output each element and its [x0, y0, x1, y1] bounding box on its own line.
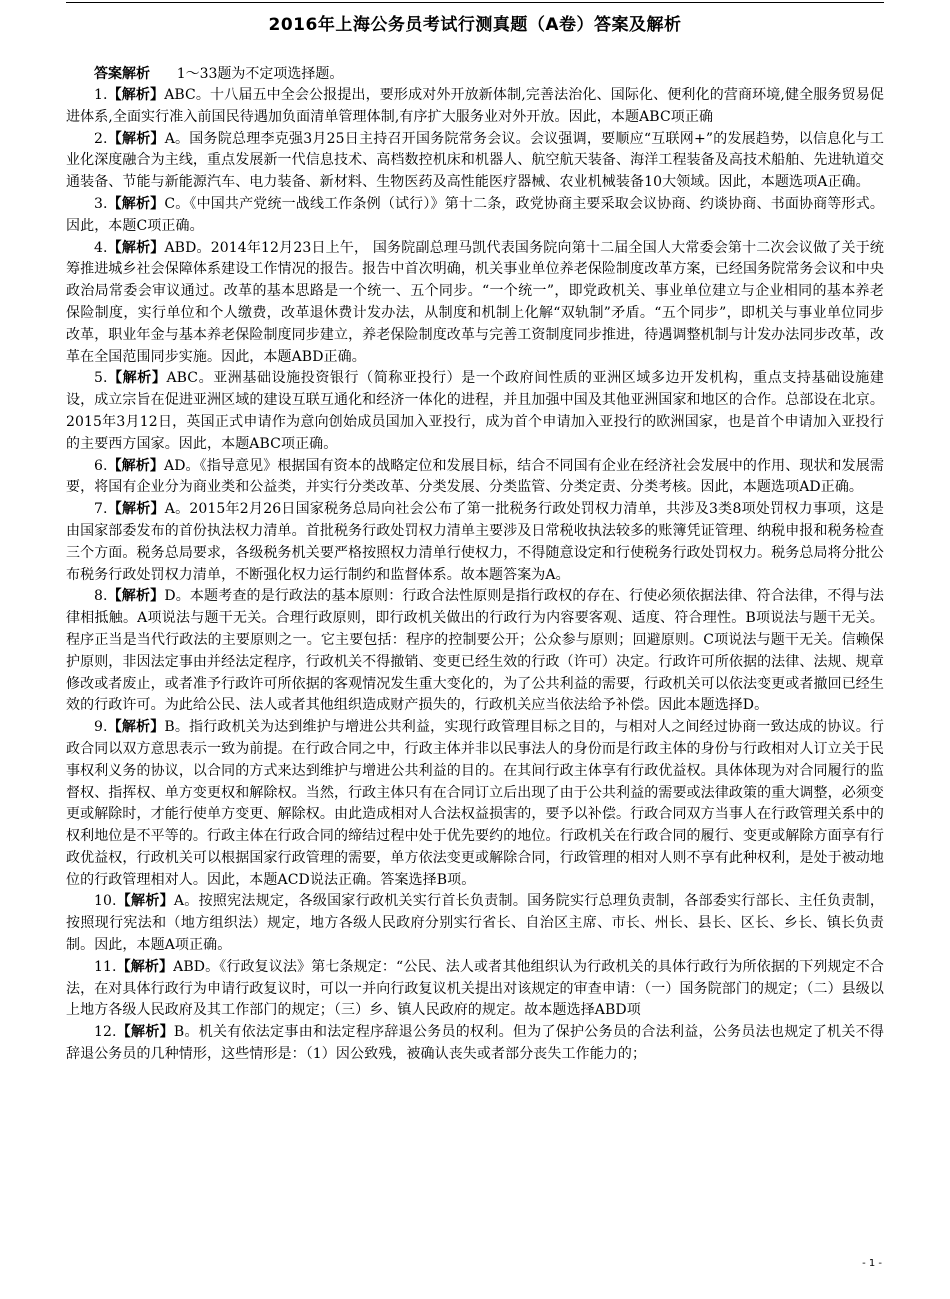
- answer-item: [66, 586, 884, 717]
- answer-item: [66, 499, 884, 586]
- answer-item: [66, 1022, 884, 1066]
- answer-item: [66, 194, 884, 238]
- answer-item: [66, 456, 884, 500]
- intro-label: 答案解析: [94, 66, 150, 82]
- answer-item: [66, 957, 884, 1022]
- analysis-label: 【解析】: [107, 130, 165, 147]
- analysis-label: 【解析】: [107, 457, 165, 474]
- answer-number: 5.: [94, 370, 108, 387]
- answer-text: ABC。亚洲基础设施投资银行（简称亚投行）是一个政府间性质的亚洲区域多边开发机构，重点支持基础设施建设，成立宗旨在促进亚洲区域的建设互联互通化和经济一体化的进程，并且加强中国及其他亚洲国家和地区的合作。总部设在北京。2015年3月12日，英国正式申请作为意向创始成员国加入亚投行，成为首个申请加入亚投行的欧洲国家，也是首个申请加入亚投行的主要西方国家。因此，本题ABC项正确。: [66, 370, 884, 452]
- answer-text: A。2015年2月26日国家税务总局向社会公布了第一批税务行政处罚权力清单，共涉及3类8项处罚权力事项，这是由国家部委发布的首份执法权力清单。首批税务行政处罚权力清单主要涉及日常税收执法较多的账簿凭证管理、纳税申报和税务检查三个方面。税务总局要求，各级税务机关要严格按照权力清单行使权力，不得随意设定和行使税务行政处罚权力。税务总局将分批公布税务行政处罚权力清单，不断强化权力运行制约和监督体系。故本题答案为A。: [66, 501, 884, 583]
- analysis-label: 【解析】: [107, 195, 165, 212]
- answer-number: 12.: [94, 1024, 117, 1041]
- answer-text: D。本题考查的是行政法的基本原则：行政合法性原则是指行政权的存在、行使必须依据法律、符合法律，不得与法律相抵触。A项说法与题干无关。合理行政原则，即行政机关做出的行政行为内容要客观、适度、符合理性。B项说法与题干无关。程序正当是当代行政法的主要原则之一。它主要包括：程序的控制要公开；公众参与原则；回避原则。C项说法与题干无关。信赖保护原则，非因法定事由并经法定程序，行政机关不得撤销、变更已经生效的行政（许可）决定。行政许可所依据的法律、法规、规章修改或者废止，或者准予行政许可所依据的客观情况发生重大变化的，为了公共利益的需要，行政机关可以依法变更或者撤回已经生效的行政许可。为此给公民、法人或者其他组织造成财产损失的，行政机关应当依法给予补偿。因此本题选择D。: [66, 588, 885, 714]
- intro-text: 1～33题为不定项选择题。: [176, 66, 344, 82]
- answer-number: 1.: [94, 87, 108, 103]
- answer-number: 3.: [94, 195, 108, 212]
- answer-number: 4.: [94, 239, 108, 256]
- answer-number: 10.: [94, 893, 117, 910]
- answer-item: [66, 891, 884, 956]
- analysis-label: 【解析】: [107, 588, 165, 605]
- answer-text: ABD。《行政复议法》第七条规定：“公民、法人或者其他组织认为行政机关的具体行政行为所依据的下列规定不合法，在对具体行政行为申请行政复议时，可以一并向行政复议机关提出对该规定的审查申请：（一）国务院部门的规定；（二）县级以上地方各级人民政府及其工作部门的规定；（三）乡、镇人民政府的规定。故本题选择ABD项: [66, 958, 884, 1019]
- intro-line: [66, 64, 884, 85]
- answer-text: C。《中国共产党统一战线工作条例（试行）》第十二条，政党协商主要采取会议协商、约谈协商、书面协商等形式。因此，本题C项正确。: [66, 195, 884, 234]
- analysis-label: 【解析】: [107, 87, 165, 103]
- answer-number: 8.: [94, 588, 108, 605]
- analysis-label: 【解析】: [107, 501, 165, 518]
- analysis-label: 【解析】: [107, 719, 165, 736]
- answer-text: ABD。2014年12月23日上午， 国务院副总理马凯代表国务院向第十二届全国人大常委会第十二次会议做了关于统筹推进城乡社会保障体系建设工作情况的报告。报告中首次明确，机关事业单位养老保险制度改革方案，已经国务院常务会议和中央政治局常委会审议通过。改革的基本思路是一个统一、五个同步。“一个统一”，即党政机关、事业单位建立与企业相同的基本养老保险制度，实行单位和个人缴费，改革退休费计发办法，从制度和机制上化解“双轨制”矛盾。“五个同步”，即机关与事业单位同步改革，职业年金与基本养老保险制度同步建立，养老保险制度改革与完善工资制度同步推进，待遇调整机制与计发办法同步改革，改革在全国范围同步实施。因此，本题ABD正确。: [66, 239, 884, 365]
- answer-text: A。国务院总理李克强3月25日主持召开国务院常务会议。会议强调，要顺应“互联网+”的发展趋势，以信息化与工业化深度融合为主线，重点发展新一代信息技术、高档数控机床和机器人、航空航天装备、海洋工程装备及高技术船舶、先进轨道交通装备、节能与新能源汽车、电力装备、新材料、生物医药及高性能医疗器械、农业机械装备10大领域。因此，本题选项A正确。: [66, 130, 884, 191]
- answer-text: A。按照宪法规定，各级国家行政机关实行首长负责制。国务院实行总理负责制，各部委实行部长、主任负责制，按照现行宪法和（地方组织法）规定，地方各级人民政府分别实行省长、自治区主席、市长、州长、县长、区长、乡长、镇长负责制。因此，本题A项正确。: [66, 893, 885, 954]
- answer-item: [66, 129, 884, 194]
- answer-list: [66, 85, 884, 1066]
- answer-item: [66, 717, 884, 891]
- answer-text: ABC。十八届五中全会公报提出，要形成对外开放新体制,完善法治化、国际化、便利化的营商环境,健全服务贸易促进体系,全面实行准入前国民待遇加负面清单管理体制,有序扩大服务业对外开放。因此，本题ABC项正确: [66, 87, 884, 125]
- analysis-label: 【解析】: [107, 239, 165, 256]
- document-body: [66, 64, 884, 1066]
- answer-number: 11.: [94, 958, 117, 975]
- answer-text: B。指行政机关为达到维护与增进公共利益，实现行政管理目标之目的，与相对人之间经过协商一致达成的协议。行政合同以双方意思表示一致为前提。在行政合同之中，行政主体并非以民事法人的身份而是行政主体的身份与行政相对人订立关于民事权利义务的协议，以合同的方式来达到维护与增进公共利益的目的。在其间行政主体享有行政优益权。具体体现为对合同履行的监督权、指挥权、单方变更权和解除权。当然，行政主体只有在合同订立后出现了由于公共利益的需要或法律政策的重大调整，必须变更或解除时，才能行使单方变更、解除权。由此造成相对人合法权益损害的，要予以补偿。行政合同双方当事人在行政管理关系中的权利地位是不平等的。行政主体在行政合同的缔结过程中处于优先要约的地位。行政机关在行政合同的履行、变更或解除方面享有行政优益权，行政机关可以根据国家行政管理的需要，单方依法变更或解除合同，行政管理的相对人则不享有此种权利，是处于被动地位的行政管理相对人。因此，本题ACD说法正确。答案选择B项。: [66, 719, 884, 888]
- answer-item: [66, 238, 884, 369]
- answer-number: 2.: [94, 130, 108, 147]
- answer-number: 9.: [94, 719, 108, 736]
- answer-text: B。机关有依法定事由和法定程序辞退公务员的权利。但为了保护公务员的合法利益，公务员法也规定了机关不得辞退公务员的几种情形，这些情形是：（1）因公致残，被确认丧失或者部分丧失工作能力的；: [66, 1024, 884, 1063]
- answer-item: [66, 85, 884, 129]
- analysis-label: 【解析】: [116, 1024, 174, 1041]
- answer-text: AD。《指导意见》根据国有资本的战略定位和发展目标，结合不同国有企业在经济社会发展中的作用、现状和发展需要，将国有企业分为商业类和公益类，并实行分类改革、分类发展、分类监管、分类定责、分类考核。因此，本题选项AD正确。: [66, 457, 884, 496]
- analysis-label: 【解析】: [116, 893, 174, 910]
- answer-item: [66, 368, 884, 455]
- analysis-label: 【解析】: [116, 958, 174, 975]
- header-rule: [66, 2, 884, 3]
- page-title: 2016年上海公务员考试行测真题（A卷）答案及解析: [268, 15, 682, 35]
- answer-number: 6.: [94, 457, 108, 474]
- page-number: - 1 -: [862, 1258, 882, 1269]
- analysis-label: 【解析】: [107, 370, 167, 387]
- answer-number: 7.: [94, 501, 108, 518]
